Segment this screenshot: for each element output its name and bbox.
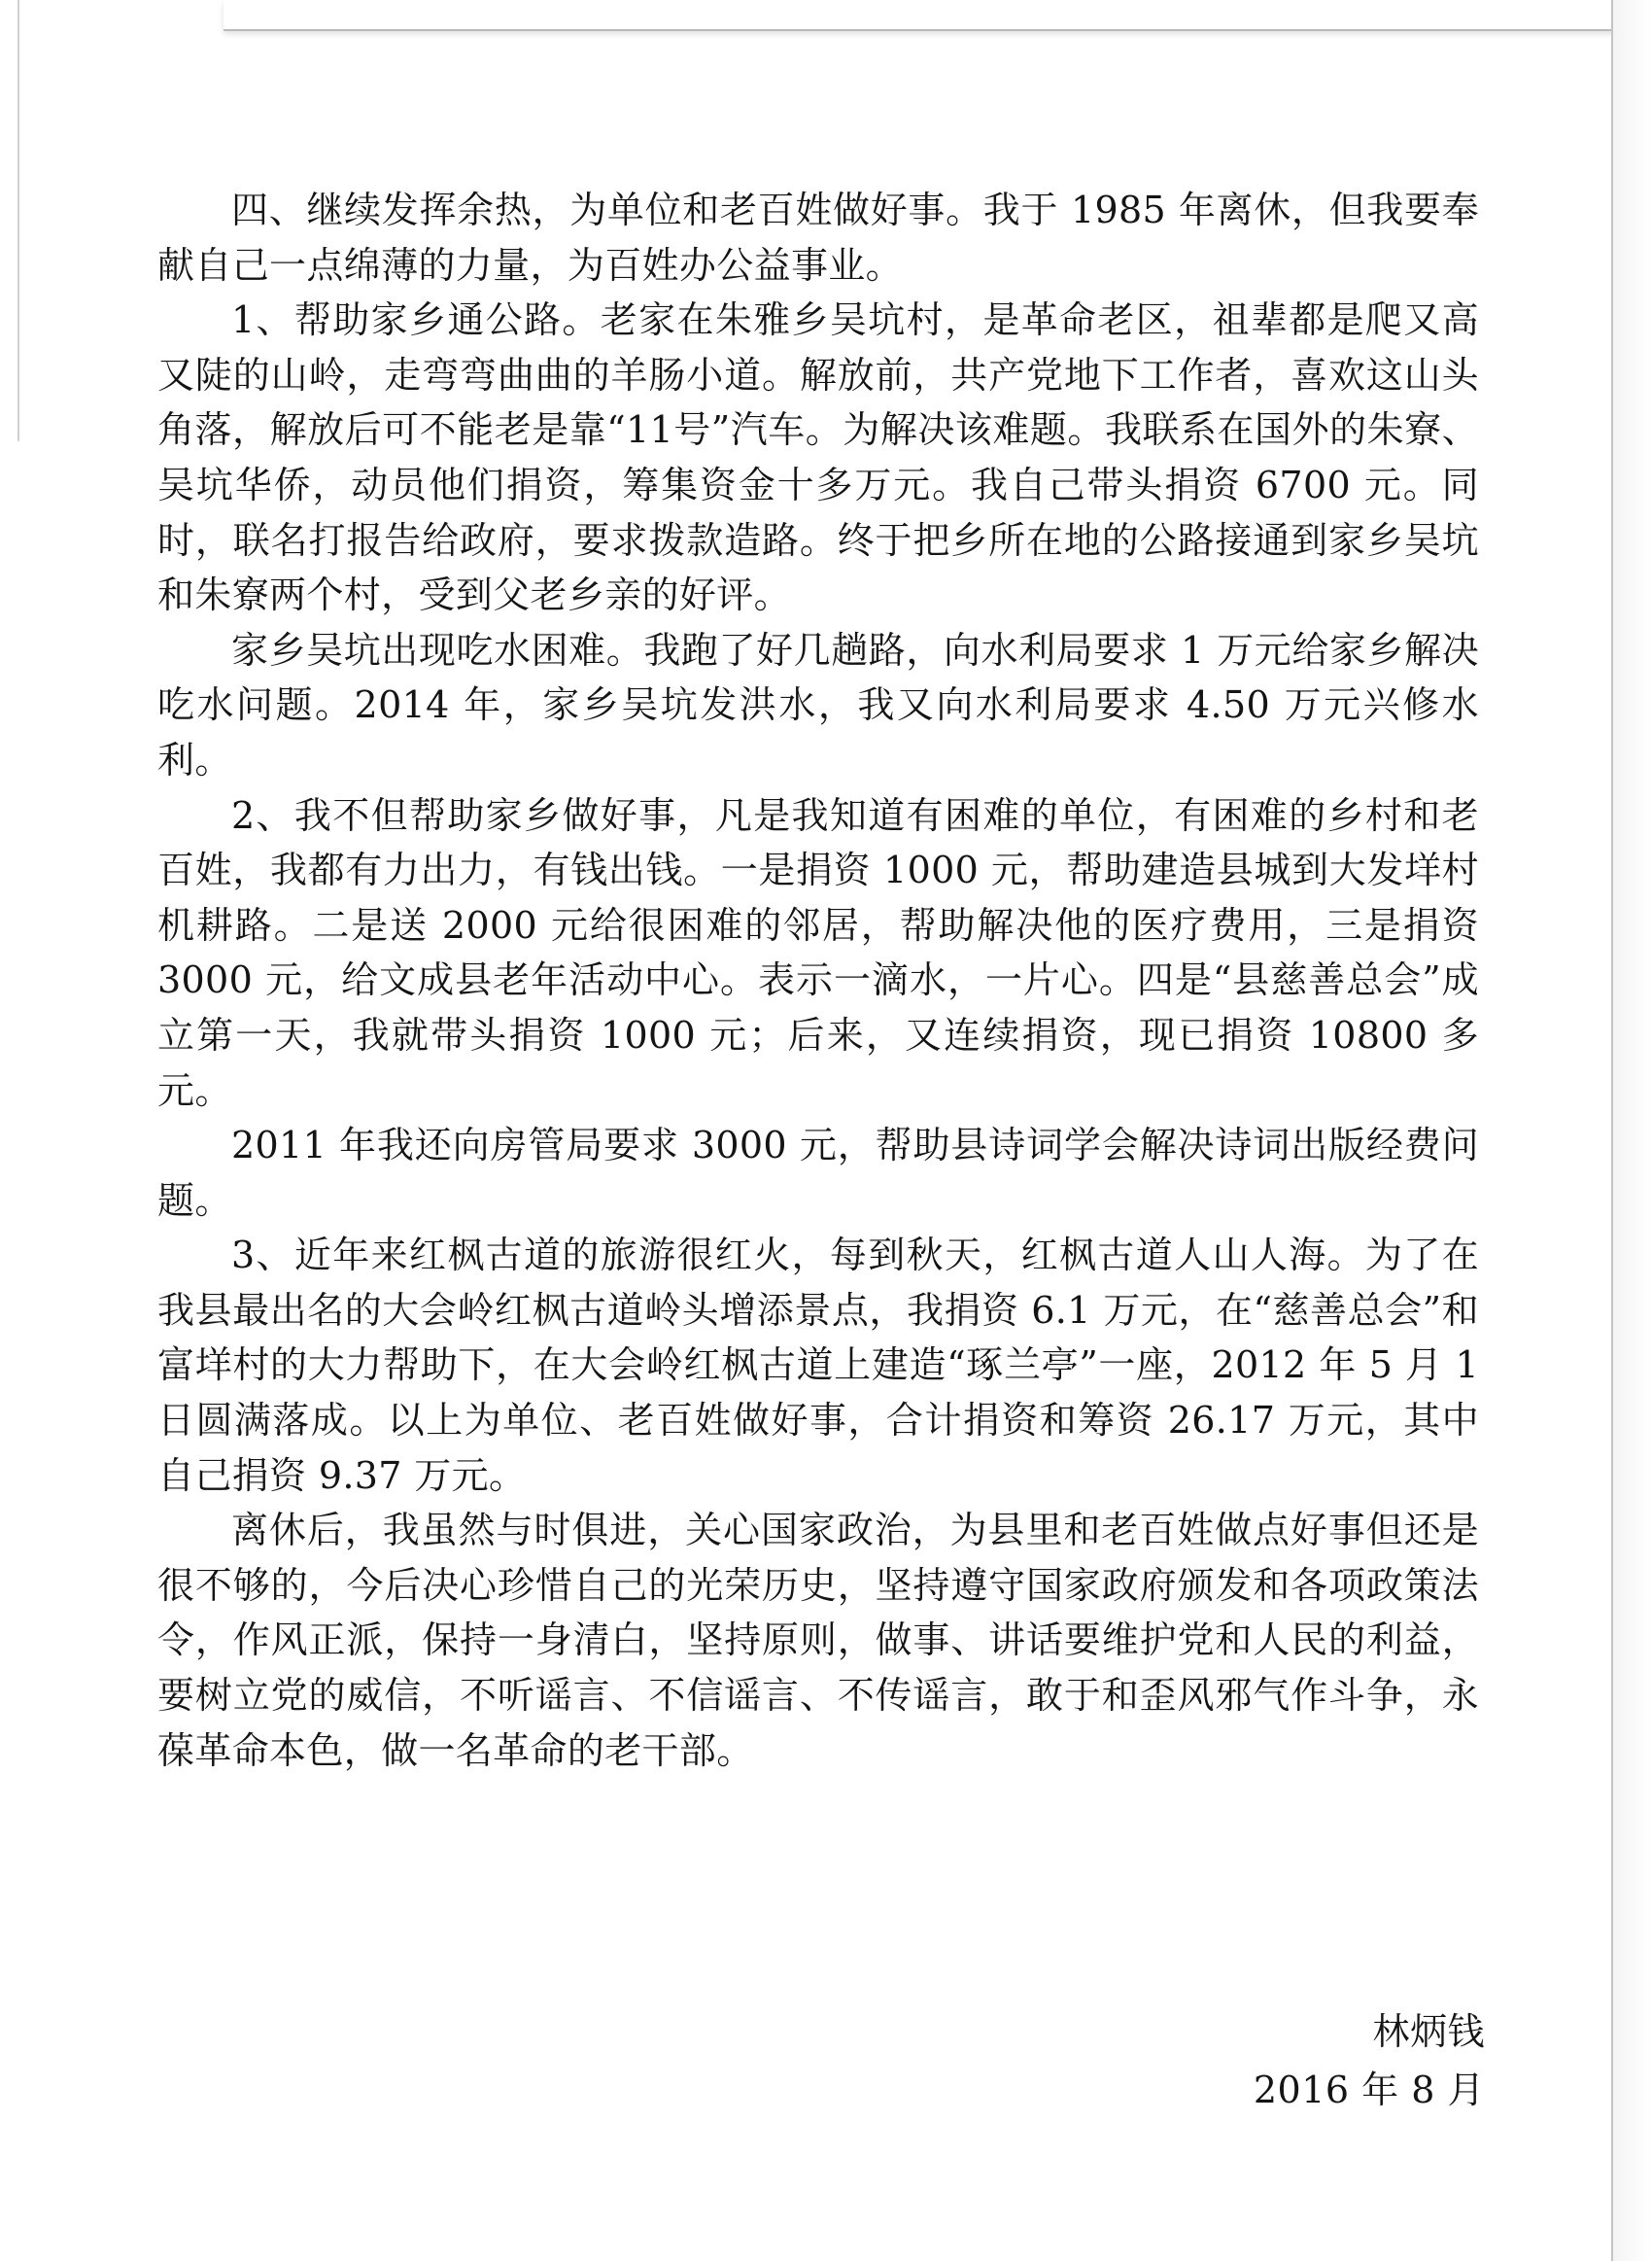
paragraph-poetry-society: 2011 年我还向房管局要求 3000 元，帮助县诗词学会解决诗词出版经费问题。 — [157, 1124, 1479, 1222]
paper-edge-top — [224, 0, 1652, 31]
paragraph-closing: 离休后，我虽然与时俱进，关心国家政治，为县里和老百姓做点好事但还是很不够的，今后决心珍惜自己的光荣历史，坚持遵守国家政府颁发和各项政策法令，作风正派，保持一身清白，坚持原则，做事、讲话要维护党和人民的利益，要树立党的威信，不听谣言、不信谣言、不传谣言，敢于和歪风邪气作斗争，永葆革命本色，做一名革命的老干部。 — [157, 1509, 1479, 1772]
paragraph-road-building: 1、帮助家乡通公路。老家在朱雅乡吴坑村，是革命老区，祖辈都是爬又高又陡的山岭，走弯弯曲曲的羊肠小道。解放前，共产党地下工作者，喜欢这山头角落，解放后可不能老是靠“11号”汽车。为解决该难题。我联系在国外的朱寮、吴坑华侨，动员他们捐资，筹集资金十多万元。我自己带头捐资 6700 元。同时，联名打报告给政府，要求拨款造路。终于把乡所在地的公路接通到家乡吴坑和朱寮两个村，受到父老乡亲的好评。 — [157, 298, 1479, 617]
author-name: 林炳钱 — [1372, 2010, 1485, 2053]
paper-edge-right — [1611, 0, 1652, 2261]
signature-block — [1254, 2002, 1485, 2119]
paper-edge-left — [0, 0, 19, 447]
paragraph-drinking-water: 家乡吴坑出现吃水困难。我跑了好几趟路，向水利局要求 1 万元给家乡解决吃水问题。2014 年，家乡吴坑发洪水，我又向水利局要求 4.50 万元兴修水利。 — [157, 628, 1479, 782]
document-body — [157, 183, 1479, 1778]
paragraph-maple-road: 3、近年来红枫古道的旅游很红火，每到秋天，红枫古道人山人海。为了在我县最出名的大会岭红枫古道岭头增添景点，我捐资 6.1 万元，在“慈善总会”和富垟村的大力帮助下，在大会岭红枫古道上建造“琢兰亭”一座，2012 年 5 月 1 日圆满落成。以上为单位、老百姓做好事，合计捐资和筹资 26.17 万元，其中自己捐资 9.37 万元。 — [157, 1234, 1479, 1497]
signature-date: 2016 年 8 月 — [1253, 2069, 1485, 2111]
paragraph-section-four: 四、继续发挥余热，为单位和老百姓做好事。我于 1985 年离休，但我要奉献自己一点绵薄的力量，为百姓办公益事业。 — [157, 189, 1479, 287]
paragraph-donations: 2、我不但帮助家乡做好事，凡是我知道有困难的单位，有困难的乡村和老百姓，我都有力出力，有钱出钱。一是捐资 1000 元，帮助建造县城到大发垟村机耕路。二是送 2000 元给很困难的邻居，帮助解决他的医疗费用，三是捐资 3000 元，给文成县老年活动中心。表示一滴水，一片心。四是“县慈善总会”成立第一天，我就带头捐资 1000 元；后来，又连续捐资，现已捐资 10800 多元。 — [157, 793, 1479, 1112]
